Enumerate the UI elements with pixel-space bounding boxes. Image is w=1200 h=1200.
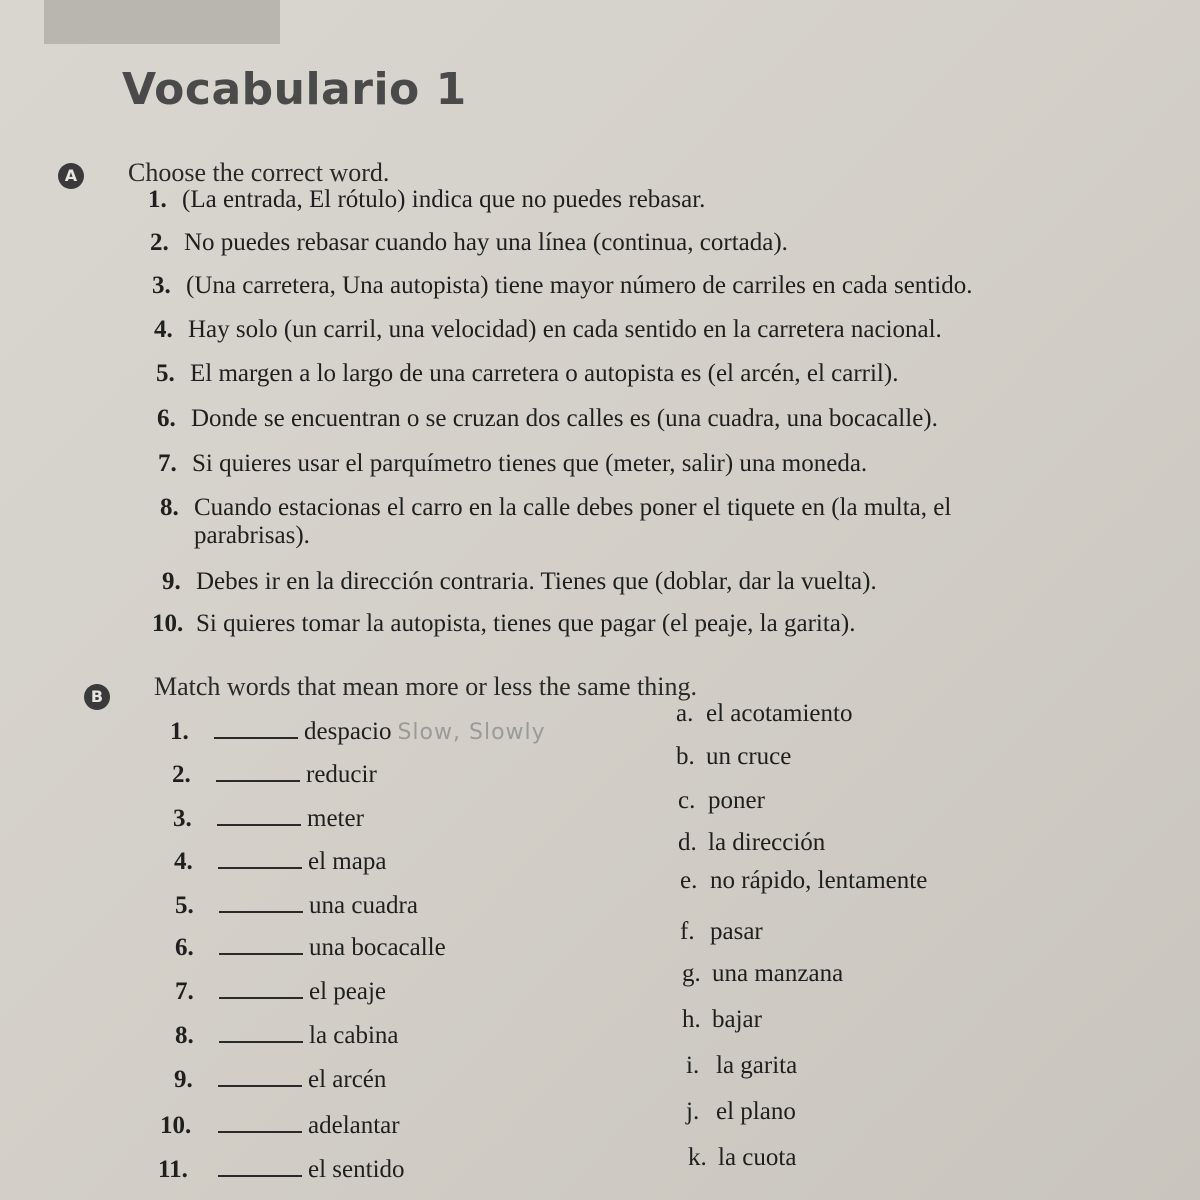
option-word: la garita <box>716 1052 798 1079</box>
option-letter: d. <box>678 829 697 856</box>
option-letter: j. <box>686 1098 700 1125</box>
option-letter: b. <box>676 743 695 770</box>
question-text: Cuando estacionas el carro en la calle debes poner el tiquete en (la multa, el <box>194 494 952 521</box>
match-number: 10. <box>160 1112 192 1139</box>
match-row <box>160 1112 400 1140</box>
question-number: 1. <box>148 186 167 213</box>
answer-blank[interactable] <box>219 893 303 913</box>
option-word: un cruce <box>706 743 792 770</box>
match-row <box>175 978 386 1006</box>
match-word: el mapa <box>308 848 387 875</box>
section-a-badge: A <box>58 163 84 189</box>
match-option <box>686 1052 797 1080</box>
match-word: adelantar <box>308 1112 400 1139</box>
match-option <box>676 700 852 728</box>
match-row <box>175 1022 399 1050</box>
match-number: 3. <box>173 805 192 832</box>
match-option <box>678 787 765 815</box>
question-text: Si quieres tomar la autopista, tienes que pagar (el peaje, la garita). <box>196 610 856 637</box>
question-number: 8. <box>160 494 179 521</box>
option-word: poner <box>708 787 765 814</box>
match-option <box>680 867 927 895</box>
question-number: 5. <box>156 360 175 387</box>
option-letter: f. <box>680 918 695 945</box>
question-number: 7. <box>158 450 177 477</box>
answer-blank[interactable] <box>218 1113 302 1133</box>
answer-blank[interactable] <box>216 762 300 782</box>
question-item <box>156 360 898 388</box>
answer-blank[interactable] <box>219 979 303 999</box>
match-row <box>174 848 386 876</box>
page-corner-tab <box>44 0 280 44</box>
question-number: 10. <box>152 610 184 637</box>
match-row <box>174 1066 386 1094</box>
option-letter: k. <box>688 1144 707 1171</box>
match-number: 11. <box>158 1156 188 1183</box>
match-option <box>682 1006 762 1034</box>
question-item <box>148 186 705 214</box>
section-b-badge: B <box>84 684 110 710</box>
question-item <box>157 405 938 433</box>
option-letter: i. <box>686 1052 700 1079</box>
match-row <box>175 892 418 920</box>
match-number: 1. <box>170 718 189 745</box>
match-number: 8. <box>175 1022 194 1049</box>
option-word: la dirección <box>708 829 826 856</box>
match-word: meter <box>307 805 364 832</box>
option-letter: h. <box>682 1006 701 1033</box>
question-item <box>152 272 972 300</box>
option-word: la cuota <box>718 1144 797 1171</box>
match-option <box>678 829 825 857</box>
match-row <box>175 934 446 962</box>
match-row <box>173 805 364 833</box>
match-number: 5. <box>175 892 194 919</box>
question-text: Debes ir en la dirección contraria. Tienes que (doblar, dar la vuelta). <box>196 568 877 595</box>
match-word: el sentido <box>308 1156 405 1183</box>
question-item <box>150 229 788 257</box>
option-letter: c. <box>678 787 696 814</box>
match-word: el arcén <box>308 1066 387 1093</box>
match-row <box>170 718 546 746</box>
question-text-continued: parabrisas). <box>194 522 310 549</box>
match-word: reducir <box>306 761 377 788</box>
match-number: 4. <box>174 848 193 875</box>
question-number: 6. <box>157 405 176 432</box>
question-number: 4. <box>154 316 173 343</box>
answer-blank[interactable] <box>218 1067 302 1087</box>
match-row <box>172 761 377 789</box>
match-number: 9. <box>174 1066 193 1093</box>
option-word: el plano <box>716 1098 796 1125</box>
option-letter: a. <box>676 700 694 727</box>
match-word: despacio <box>304 718 392 745</box>
question-text: No puedes rebasar cuando hay una línea (continua, cortada). <box>184 229 788 256</box>
section-a-instruction: Choose the correct word. <box>128 158 390 187</box>
question-number: 3. <box>152 272 171 299</box>
match-number: 2. <box>172 761 191 788</box>
question-text: (Una carretera, Una autopista) tiene mayor número de carriles en cada sentido. <box>186 272 973 299</box>
match-row <box>158 1156 405 1184</box>
page-title: Vocabulario 1 <box>122 64 467 115</box>
answer-blank[interactable] <box>217 806 301 826</box>
question-text: Hay solo (un carril, una velocidad) en cada sentido en la carretera nacional. <box>188 316 942 343</box>
option-word: no rápido, lentamente <box>710 867 928 894</box>
answer-blank[interactable] <box>214 719 298 739</box>
question-item <box>160 494 951 550</box>
question-number: 9. <box>162 568 181 595</box>
handwritten-note: Slow, Slowly <box>397 720 546 745</box>
answer-blank[interactable] <box>219 935 303 955</box>
question-item <box>162 568 877 596</box>
match-option <box>682 960 843 988</box>
option-letter: e. <box>680 867 698 894</box>
match-number: 7. <box>175 978 194 1005</box>
question-item <box>158 450 867 478</box>
match-word: una cuadra <box>309 892 418 919</box>
match-word: el peaje <box>309 978 387 1005</box>
match-option <box>676 743 791 771</box>
option-word: pasar <box>710 918 763 945</box>
option-word: una manzana <box>712 960 844 987</box>
answer-blank[interactable] <box>219 1023 303 1043</box>
question-text: Donde se encuentran o se cruzan dos calles es (una cuadra, una bocacalle). <box>191 405 938 432</box>
match-word: una bocacalle <box>309 934 446 961</box>
question-number: 2. <box>150 229 169 256</box>
option-word: bajar <box>712 1006 762 1033</box>
option-letter: g. <box>682 960 701 987</box>
question-text: (La entrada, El rótulo) indica que no puedes rebasar. <box>182 186 706 213</box>
answer-blank[interactable] <box>218 849 302 869</box>
match-word: la cabina <box>309 1022 399 1049</box>
section-b-instruction: Match words that mean more or less the same thing. <box>154 672 697 701</box>
question-item <box>152 610 855 638</box>
question-text: El margen a lo largo de una carretera o autopista es (el arcén, el carril). <box>190 360 899 387</box>
match-option <box>688 1144 796 1172</box>
answer-blank[interactable] <box>218 1157 302 1177</box>
option-word: el acotamiento <box>706 700 853 727</box>
match-option <box>686 1098 796 1126</box>
match-option <box>680 918 763 946</box>
match-number: 6. <box>175 934 194 961</box>
question-text: Si quieres usar el parquímetro tienes que (meter, salir) una moneda. <box>192 450 868 477</box>
question-item <box>154 316 942 344</box>
